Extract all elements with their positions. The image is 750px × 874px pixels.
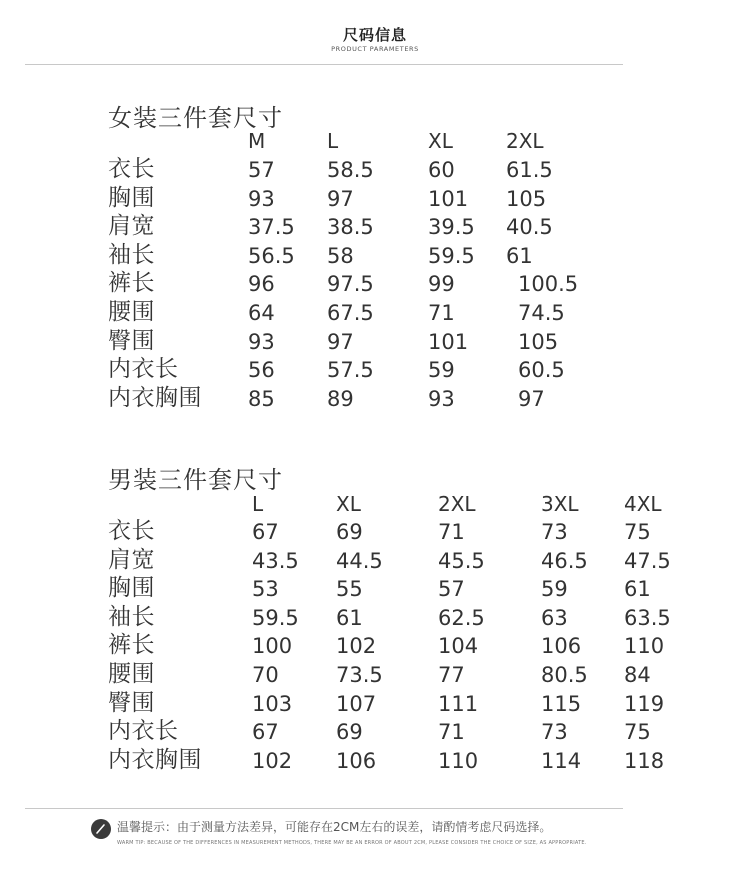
row-label: 胸围: [108, 184, 155, 211]
table-cell: 114: [541, 748, 582, 773]
row-label: 内衣长: [108, 356, 179, 383]
table-cell: 97: [518, 386, 545, 411]
size-header-2xl: 2XL: [506, 129, 544, 153]
table-cell: 102: [252, 748, 293, 773]
row-label: 裤长: [108, 632, 155, 659]
table-cell: 77: [438, 663, 465, 687]
table-cell: 59: [428, 358, 455, 383]
table-cell: 44.5: [336, 548, 383, 573]
table-cell: 64: [248, 301, 275, 325]
page-subtitle: PRODUCT PARAMETERS: [331, 45, 419, 53]
pencil-icon: [91, 819, 111, 839]
size-header-4xl: 4XL: [624, 492, 662, 516]
table-cell: 115: [541, 691, 582, 716]
table-cell: 75: [624, 520, 651, 544]
table-cell: 118: [624, 748, 665, 773]
row-label: 衣长: [108, 156, 155, 182]
women-section-title: 女装三件套尺寸: [108, 104, 283, 132]
table-cell: 57: [248, 158, 275, 182]
table-cell: 43.5: [252, 548, 299, 573]
table-cell: 55: [336, 577, 363, 602]
table-cell: 67: [252, 520, 279, 544]
table-cell: 63.5: [624, 605, 671, 630]
table-cell: 85: [248, 386, 275, 411]
table-cell: 73: [541, 520, 568, 544]
table-cell: 61: [624, 577, 651, 602]
table-cell: 97: [327, 329, 354, 354]
table-cell: 61: [336, 605, 363, 630]
table-cell: 119: [624, 691, 665, 716]
table-cell: 56: [248, 358, 275, 383]
table-cell: 96: [248, 272, 275, 297]
table-cell: 45.5: [438, 548, 485, 573]
table-cell: 59.5: [252, 605, 299, 630]
tip-text: 温馨提示：由于测量方法差异，可能存在2CM左右的误差，请酌情考虑尺码选择。: [117, 820, 552, 834]
table-cell: 53: [252, 577, 279, 602]
table-cell: 100: [252, 634, 293, 659]
table-cell: 61: [506, 243, 533, 268]
table-cell: 84: [624, 663, 651, 687]
table-cell: 46.5: [541, 548, 588, 573]
table-cell: 58: [327, 243, 354, 268]
table-cell: 107: [336, 691, 377, 716]
size-header-xl: XL: [336, 492, 361, 516]
table-cell: 60.5: [518, 358, 565, 383]
table-cell: 100.5: [518, 272, 579, 297]
row-label: 袖长: [108, 603, 155, 630]
size-header-2xl: 2XL: [438, 492, 476, 516]
table-cell: 101: [428, 329, 469, 354]
men-section-title: 男装三件套尺寸: [108, 466, 283, 494]
size-header-3xl: 3XL: [541, 492, 579, 516]
table-cell: 102: [336, 634, 377, 659]
table-cell: 69: [336, 720, 363, 745]
table-cell: 105: [506, 186, 547, 211]
table-cell: 38.5: [327, 215, 374, 240]
table-cell: 73: [541, 720, 568, 745]
table-cell: 62.5: [438, 605, 485, 630]
table-cell: 61.5: [506, 158, 553, 182]
row-label: 内衣长: [108, 718, 179, 745]
table-cell: 105: [518, 329, 559, 354]
size-header-xl: XL: [428, 129, 453, 153]
page-title: 尺码信息: [342, 26, 407, 44]
table-cell: 104: [438, 634, 479, 659]
table-cell: 101: [428, 186, 469, 211]
table-cell: 106: [336, 748, 377, 773]
table-cell: 93: [248, 329, 275, 354]
table-cell: 58.5: [327, 158, 374, 182]
row-label: 腰围: [108, 299, 155, 325]
table-cell: 75: [624, 720, 651, 745]
table-cell: 103: [252, 691, 293, 716]
table-cell: 60: [428, 158, 455, 182]
table-cell: 40.5: [506, 215, 553, 240]
top-divider: [25, 64, 623, 65]
row-label: 臀围: [108, 689, 155, 716]
size-header-l: L: [252, 492, 264, 516]
table-cell: 70: [252, 663, 279, 687]
table-cell: 97: [327, 186, 354, 211]
table-cell: 93: [248, 186, 275, 211]
table-cell: 97.5: [327, 272, 374, 297]
table-cell: 57: [438, 577, 465, 602]
table-cell: 57.5: [327, 358, 374, 383]
tip-english-text: WARM TIP: BECAUSE OF THE DIFFERENCES IN MEASUREMENT METHODS, THERE MAY BE AN ERROR OF ABOUT 2CM, PLEASE CONSIDER THE CHOICE OF SIZE, AS APPROPRIATE.: [117, 840, 587, 846]
table-cell: 71: [438, 720, 465, 745]
table-cell: 67: [252, 720, 279, 745]
table-cell: 74.5: [518, 301, 565, 325]
table-cell: 80.5: [541, 663, 588, 687]
table-cell: 69: [336, 520, 363, 544]
row-label: 内衣胸围: [108, 384, 202, 411]
table-cell: 89: [327, 386, 354, 411]
row-label: 肩宽: [108, 546, 155, 573]
table-cell: 106: [541, 634, 582, 659]
table-cell: 59: [541, 577, 568, 602]
table-cell: 93: [428, 386, 455, 411]
table-cell: 110: [438, 748, 479, 773]
row-label: 胸围: [108, 575, 155, 602]
row-label: 臀围: [108, 327, 155, 354]
table-cell: 67.5: [327, 301, 374, 325]
table-cell: 63: [541, 605, 568, 630]
table-cell: 47.5: [624, 548, 671, 573]
row-label: 内衣胸围: [108, 746, 202, 773]
row-label: 腰围: [108, 661, 155, 687]
table-cell: 73.5: [336, 663, 383, 687]
table-cell: 71: [428, 301, 455, 325]
row-label: 衣长: [108, 518, 155, 544]
table-cell: 39.5: [428, 215, 475, 240]
size-header-l: L: [327, 129, 339, 153]
row-label: 裤长: [108, 270, 155, 297]
table-cell: 71: [438, 520, 465, 544]
row-label: 肩宽: [108, 213, 155, 240]
table-cell: 111: [438, 691, 479, 716]
table-cell: 59.5: [428, 243, 475, 268]
bottom-divider: [25, 808, 623, 809]
size-header-m: M: [248, 129, 266, 153]
table-cell: 99: [428, 272, 455, 297]
row-label: 袖长: [108, 241, 155, 268]
table-cell: 110: [624, 634, 665, 659]
table-cell: 56.5: [248, 243, 295, 268]
table-cell: 37.5: [248, 215, 295, 240]
